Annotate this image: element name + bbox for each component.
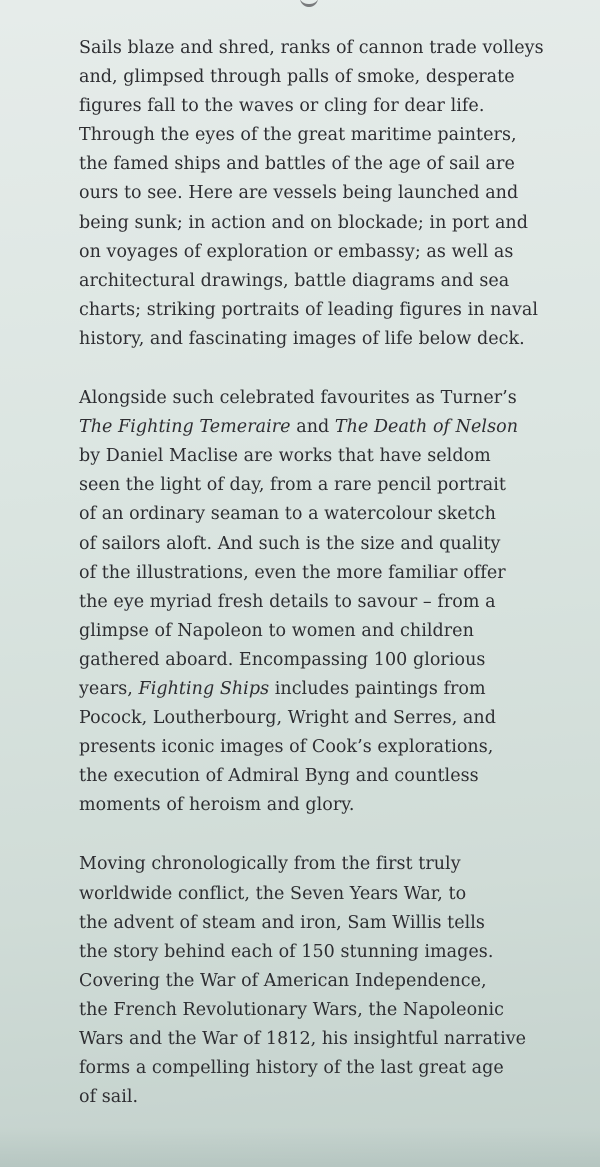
- painting-title: The Death of Nelson: [334, 417, 519, 438]
- text-line: history, and fascinating images of life below deck.: [79, 328, 525, 349]
- text-line: gathered aboard. Encompassing 100 glorious: [79, 649, 486, 670]
- text-line-with-book-title: [79, 675, 559, 704]
- text-line: by Daniel Maclise are works that have seldom: [79, 446, 491, 467]
- paragraph-2: [79, 384, 559, 820]
- text-line: Moving chronologically from the first truly: [79, 854, 461, 875]
- text-line: and, glimpsed through palls of smoke, desperate: [79, 67, 515, 88]
- text-fragment: and: [290, 417, 335, 438]
- text-line: Wars and the War of 1812, his insightful narrative: [79, 1029, 527, 1049]
- text-line: Pocock, Loutherbourg, Wright and Serres, and: [79, 708, 496, 729]
- text-line: ours to see. Here are vessels being launched and: [79, 183, 519, 204]
- text-line: figures fall to the waves or cling for dear life.: [79, 96, 485, 117]
- text-line: Sails blaze and shred, ranks of cannon trade volleys: [79, 38, 544, 58]
- text-fragment: includes paintings from: [269, 678, 486, 699]
- painting-title: The Fighting Temeraire: [79, 417, 291, 438]
- text-line: Alongside such celebrated favourites as Turner’s: [79, 388, 517, 409]
- text-fragment: years,: [79, 678, 139, 699]
- text-line: moments of heroism and glory.: [79, 795, 355, 816]
- text-line: architectural drawings, battle diagrams and sea: [79, 270, 510, 291]
- text-line: of the illustrations, even the more familiar offer: [79, 562, 506, 583]
- text-line: forms a compelling history of the last great age: [79, 1058, 504, 1079]
- text-line: of sailors aloft. And such is the size and quality: [79, 533, 501, 554]
- text-line: the advent of steam and iron, Sam Willis tells: [79, 912, 485, 933]
- paragraph-3: [79, 850, 559, 1112]
- text-line: the eye myriad fresh details to savour – from a: [79, 591, 496, 612]
- book-jacket-blurb: [79, 34, 559, 1142]
- text-line: being sunk; in action and on blockade; in port and: [79, 212, 529, 233]
- text-line: seen the light of day, from a rare pencil portrait: [79, 475, 506, 496]
- text-line: the story behind each of 150 stunning images.: [79, 941, 494, 962]
- text-line: glimpse of Napoleon to women and children: [79, 620, 474, 641]
- text-line: on voyages of exploration or embassy; as well as: [79, 241, 514, 262]
- book-title: Fighting Ships: [138, 678, 270, 699]
- text-line: Covering the War of American Independence,: [79, 970, 487, 991]
- text-line: worldwide conflict, the Seven Years War, to: [79, 883, 467, 904]
- text-line: the French Revolutionary Wars, the Napoleonic: [79, 999, 504, 1020]
- text-line: the execution of Admiral Byng and countless: [79, 766, 479, 787]
- paragraph-1: [79, 34, 559, 354]
- text-line: Through the eyes of the great maritime painters,: [79, 125, 517, 146]
- text-line: of sail.: [79, 1087, 139, 1108]
- page-bottom-shadow: [0, 1127, 600, 1167]
- text-line: the famed ships and battles of the age of sail are: [79, 154, 515, 175]
- text-line: of an ordinary seaman to a watercolour sketch: [79, 504, 496, 525]
- text-line: presents iconic images of Cook’s explorations,: [79, 737, 494, 758]
- cropped-title-letter-fragment: [300, 0, 318, 7]
- text-line: charts; striking portraits of leading figures in naval: [79, 299, 539, 320]
- text-line-with-titles: [79, 413, 559, 442]
